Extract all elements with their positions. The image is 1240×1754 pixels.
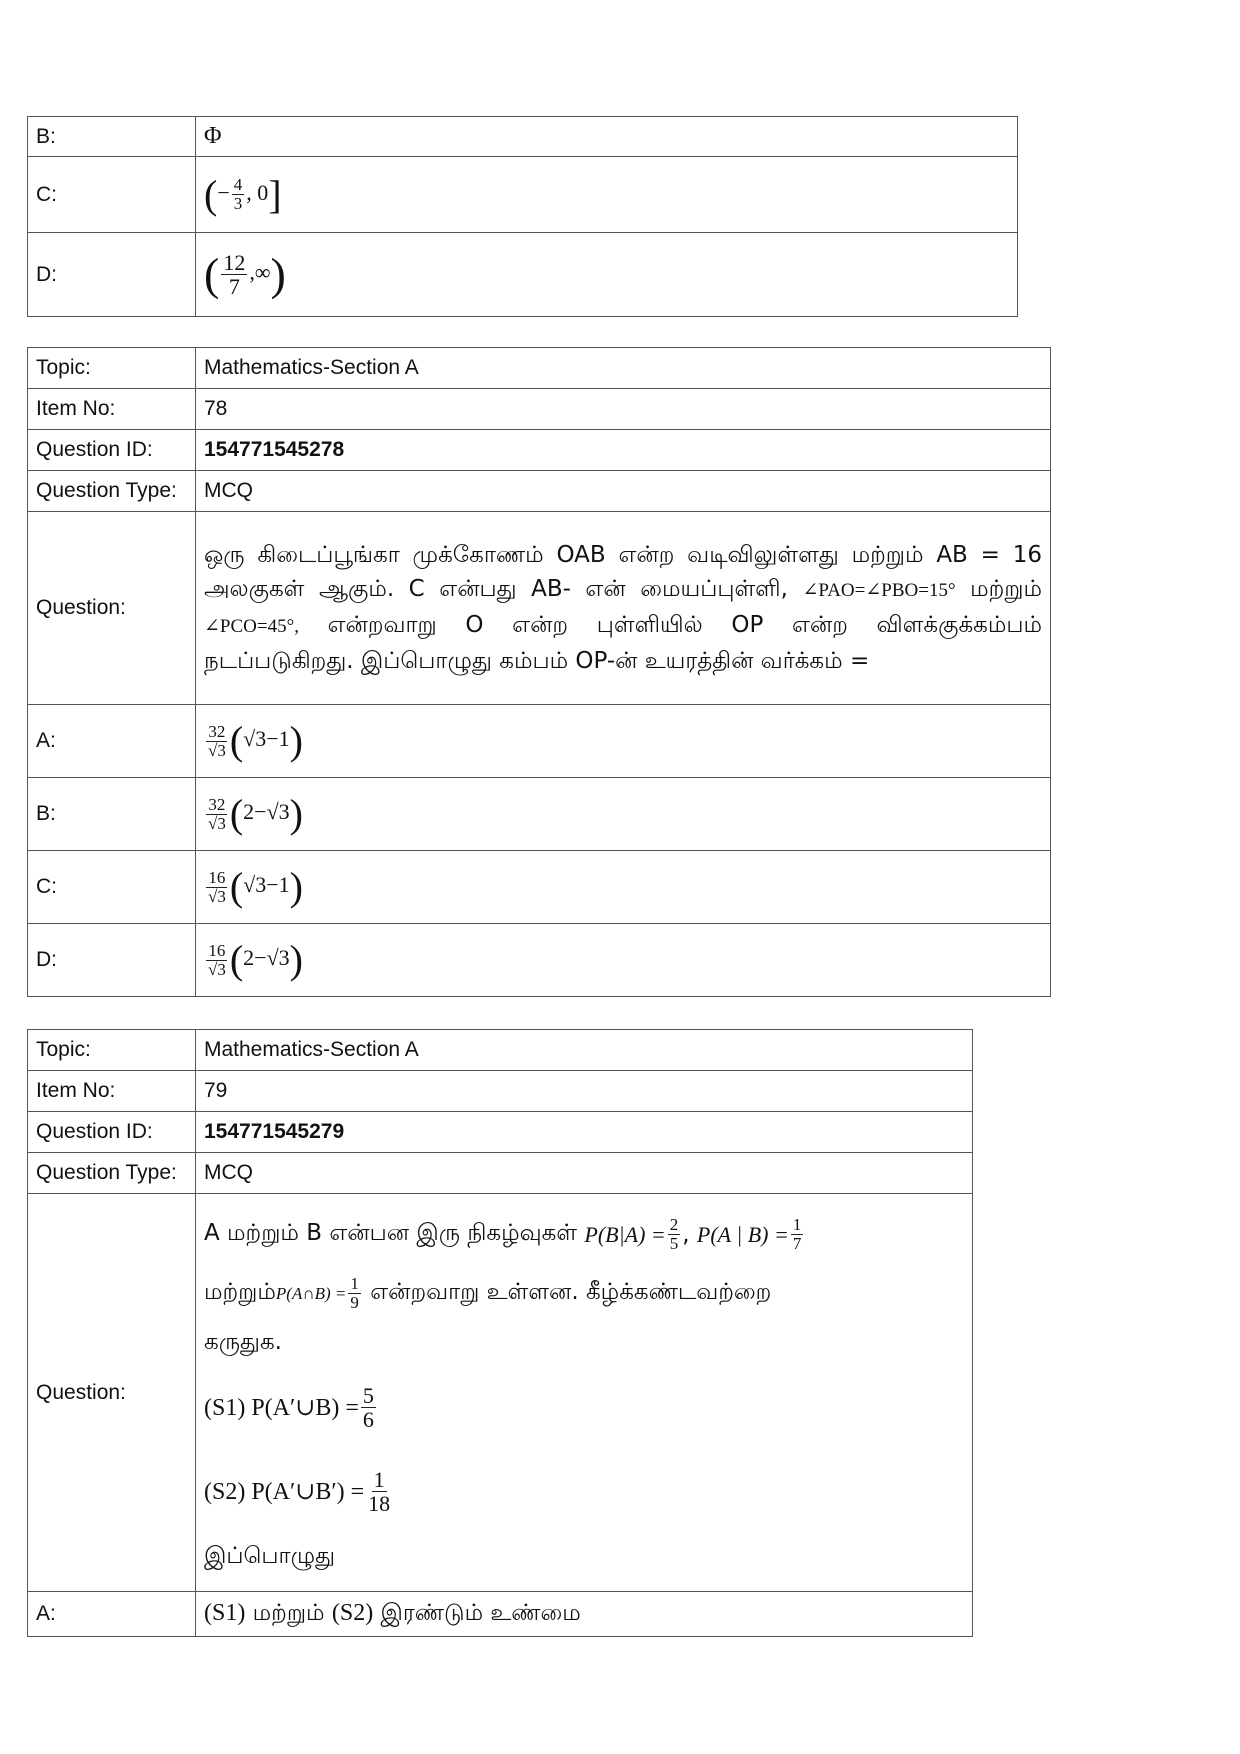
question-id-label: Question ID:	[28, 430, 196, 471]
option-value: ( $\frac{12}{7}$ ,∞)	[196, 233, 1018, 317]
question-id-value: 154771545279	[196, 1112, 973, 1153]
question-id-row	[28, 1112, 973, 1153]
question-id-label: Question ID:	[28, 1112, 196, 1153]
statement-s1: (S1) P(A′∪B) = $\frac{5}{6}$	[204, 1382, 374, 1432]
question-type-value: MCQ	[196, 1153, 973, 1194]
option-label: D:	[28, 233, 196, 317]
option-row-d	[28, 924, 1051, 997]
question-id-value: 154771545278	[196, 430, 1051, 471]
topic-row	[28, 348, 1051, 389]
option-label: D:	[28, 924, 196, 997]
option-label: B:	[28, 117, 196, 157]
option-row-a	[28, 1592, 973, 1637]
question-78-table	[27, 347, 1051, 997]
question-row	[28, 512, 1051, 705]
option-value: $\frac{32}{√3}$ (2−√3)	[196, 778, 1051, 851]
option-value: $\frac{32}{√3}$ (√3−1)	[196, 705, 1051, 778]
question-line-last: இப்பொழுது	[204, 1543, 336, 1569]
option-row-c	[28, 851, 1051, 924]
question-type-label: Question Type:	[28, 1153, 196, 1194]
question-79-table	[27, 1029, 973, 1637]
item-label: Item No:	[28, 1071, 196, 1112]
question-label: Question:	[28, 512, 196, 705]
question-type-value: MCQ	[196, 471, 1051, 512]
question-text: ஒரு கிடைப்பூங்கா முக்கோணம் OAB என்ற வடிவிலுள்ளது மற்றும் AB = 16 அலகுகள் ஆகும். C என்பது AB- என் மையப்புள்ளி, ∠PAO=∠PBO=15° மற்றும் ∠PCO=45°, என்றவாறு O என்ற புள்ளியில் OP என்ற விளக்குக்கம்பம் நடப்படுகிறது. இப்பொழுது கம்பம் OP-ன் உயரத்தின் வர்க்கம் =	[196, 512, 1051, 705]
question-label: Question:	[28, 1194, 196, 1592]
topic-value: Mathematics-Section A	[196, 348, 1051, 389]
item-label: Item No:	[28, 389, 196, 430]
option-row-b	[28, 778, 1051, 851]
option-value: $\frac{16}{√3}$ (√3−1)	[196, 851, 1051, 924]
question-line-1: A மற்றும் B என்பன இரு நிகழ்வுகள் P(B|A) = $\frac{2}{5}$ , P(A | B) = $\frac{1}{7}$	[204, 1215, 802, 1253]
item-row	[28, 389, 1051, 430]
statement-s2: (S2) P(A′∪B′) = $\frac{1}{18}$	[204, 1466, 391, 1516]
option-row-d	[28, 233, 1018, 317]
option-label: C:	[28, 851, 196, 924]
question-id-row	[28, 430, 1051, 471]
topic-value: Mathematics-Section A	[196, 1030, 973, 1071]
option-value: (− $\frac{4}{3}$ , 0]	[196, 157, 1018, 233]
prev-options-table	[27, 116, 1018, 317]
option-value: $\frac{16}{√3}$ (2−√3)	[196, 924, 1051, 997]
item-value: 79	[196, 1071, 973, 1112]
topic-row	[28, 1030, 973, 1071]
question-line-3: கருதுக.	[204, 1329, 282, 1355]
option-row-b	[28, 117, 1018, 157]
option-value: (S1) மற்றும் (S2) இரண்டும் உண்மை	[196, 1592, 973, 1637]
question-body	[196, 1194, 973, 1592]
question-type-label: Question Type:	[28, 471, 196, 512]
item-row	[28, 1071, 973, 1112]
topic-label: Topic:	[28, 1030, 196, 1071]
item-value: 78	[196, 389, 1051, 430]
question-type-row	[28, 471, 1051, 512]
question-type-row	[28, 1153, 973, 1194]
option-label: B:	[28, 778, 196, 851]
question-line-2: மற்றும் P(A∩B) = $\frac{1}{9}$ என்றவாறு உள்ளன. கீழ்க்கண்டவற்றை	[204, 1274, 772, 1312]
option-label: A:	[28, 1592, 196, 1637]
option-row-a	[28, 705, 1051, 778]
option-label: A:	[28, 705, 196, 778]
option-value: Φ	[196, 117, 1018, 157]
question-row	[28, 1194, 973, 1592]
option-row-c	[28, 157, 1018, 233]
topic-label: Topic:	[28, 348, 196, 389]
option-label: C:	[28, 157, 196, 233]
